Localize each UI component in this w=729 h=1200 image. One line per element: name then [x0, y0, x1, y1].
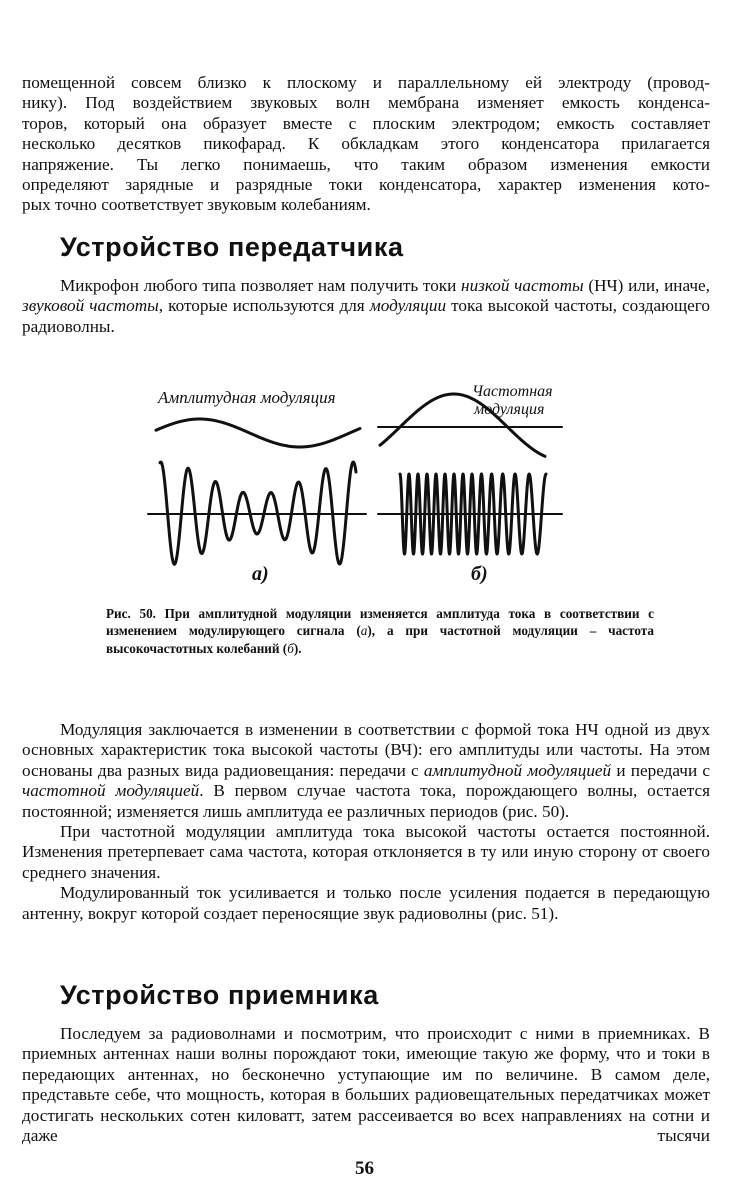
intro-line: торов, который она образует вместе с плоским электродом; емкость составляет [22, 113, 710, 133]
text-run: Модуляция заключается в изменении в соответствии с формой тока НЧ одной из двух основных характеристик тока высокой частоты (ВЧ): его амплитуды или частоты. На этом основаны два разных вида радиовещания: передачи с [22, 720, 710, 780]
intro-line: рых точно соответствует звуковым колебаниям. [22, 195, 371, 215]
sublabel-a: а) [252, 563, 269, 585]
caption-italic: а [360, 623, 368, 639]
text-run: тока высокой частоты, создающего радиоволны. [22, 296, 711, 336]
italic-term: модуляции [369, 296, 447, 316]
section-heading-transmitter: Устройство передатчика [60, 232, 404, 262]
figure-caption [106, 605, 654, 657]
italic-term: низкой частоты [461, 276, 584, 295]
body-paragraph [22, 276, 710, 337]
sublabel-b: б) [471, 563, 488, 585]
text-run: . В первом случае частота тока, порождающего волны, остается постоянной; изменяется лишь амплитуда ее различных периодов (рис. 50). [22, 781, 710, 821]
italic-term: амплитудной модуляцией [423, 760, 612, 780]
body-paragraph: Последуем за радиоволнами и посмотрим, что происходит с ними в приемниках. В приемных антеннах наши волны порождают токи, имеющие такую же форму, что и токи в передающих антеннах, но бесконечно уступающие им по величине. В самом деле, представьте себе, что мощность, которая в больших радиовещательных передатчиках может достигать нескольких сотен киловатт, затем рассеивается во всех направлениях на сотни и даже тысячи [22, 1024, 710, 1146]
intro-line: помещенной совсем близко к плоскому и параллельному ей электроду (провод- [22, 73, 710, 92]
fm-label-line1: Частотная [472, 383, 553, 400]
italic-term: частотной модуляцией [22, 781, 200, 801]
intro-paragraph [22, 73, 710, 216]
am-label: Амплитудная модуляция [158, 388, 336, 407]
body-paragraph: При частотной модуляции амплитуда тока высокой частоты остается постоянной. Изменения претерпевает сама частота, которая отклоняется в ту или иную сторону от своего среднего значения. [22, 822, 710, 882]
body-paragraph [22, 720, 710, 822]
text-run: , которые используются для [158, 296, 370, 316]
caption-italic: б [287, 640, 294, 656]
transmitter-paragraph [22, 276, 710, 337]
text-run: (НЧ) или, иначе, [583, 276, 710, 295]
caption-text: Рис. 50. При амплитудной модуляции изменяется амплитуда тока в соответствии с изменением модулирующего сигнала ( [106, 606, 654, 639]
fm-label-line2: модуляция [474, 401, 545, 418]
body-paragraph: Модулированный ток усиливается и только после усиления подается в передающую антенну, вокруг которой создает переносящие звук радиоволны (рис. 51). [22, 883, 710, 923]
intro-line: напряжение. Ты легко понимаешь, что таким образом изменения емкости [22, 154, 710, 174]
receiver-paragraph [22, 1024, 710, 1146]
figure-50-modulation-diagram [0, 370, 729, 600]
page-number: 56 [355, 1158, 374, 1179]
caption-text: ). [293, 640, 302, 656]
italic-term: звуковой частоты [22, 296, 159, 316]
text-run: Микрофон любого типа позволяет нам получить токи [60, 276, 462, 295]
caption-text: ), а при частотной модуляции – частота высокочастотных колебаний ( [106, 623, 654, 656]
text-run: и передачи с [611, 760, 710, 780]
modulation-section [22, 720, 710, 924]
intro-line: несколько десятков пикофарад. К обкладкам этого конденсатора прилагается [22, 134, 710, 154]
intro-line: определяют зарядные и разрядные токи конденсатора, характер изменения кото- [22, 175, 710, 195]
section-heading-receiver: Устройство приемника [60, 980, 379, 1010]
intro-line: нику). Под воздействием звуковых волн мембрана изменяет емкость конденса- [22, 93, 710, 113]
am-modulating-signal [156, 419, 360, 447]
